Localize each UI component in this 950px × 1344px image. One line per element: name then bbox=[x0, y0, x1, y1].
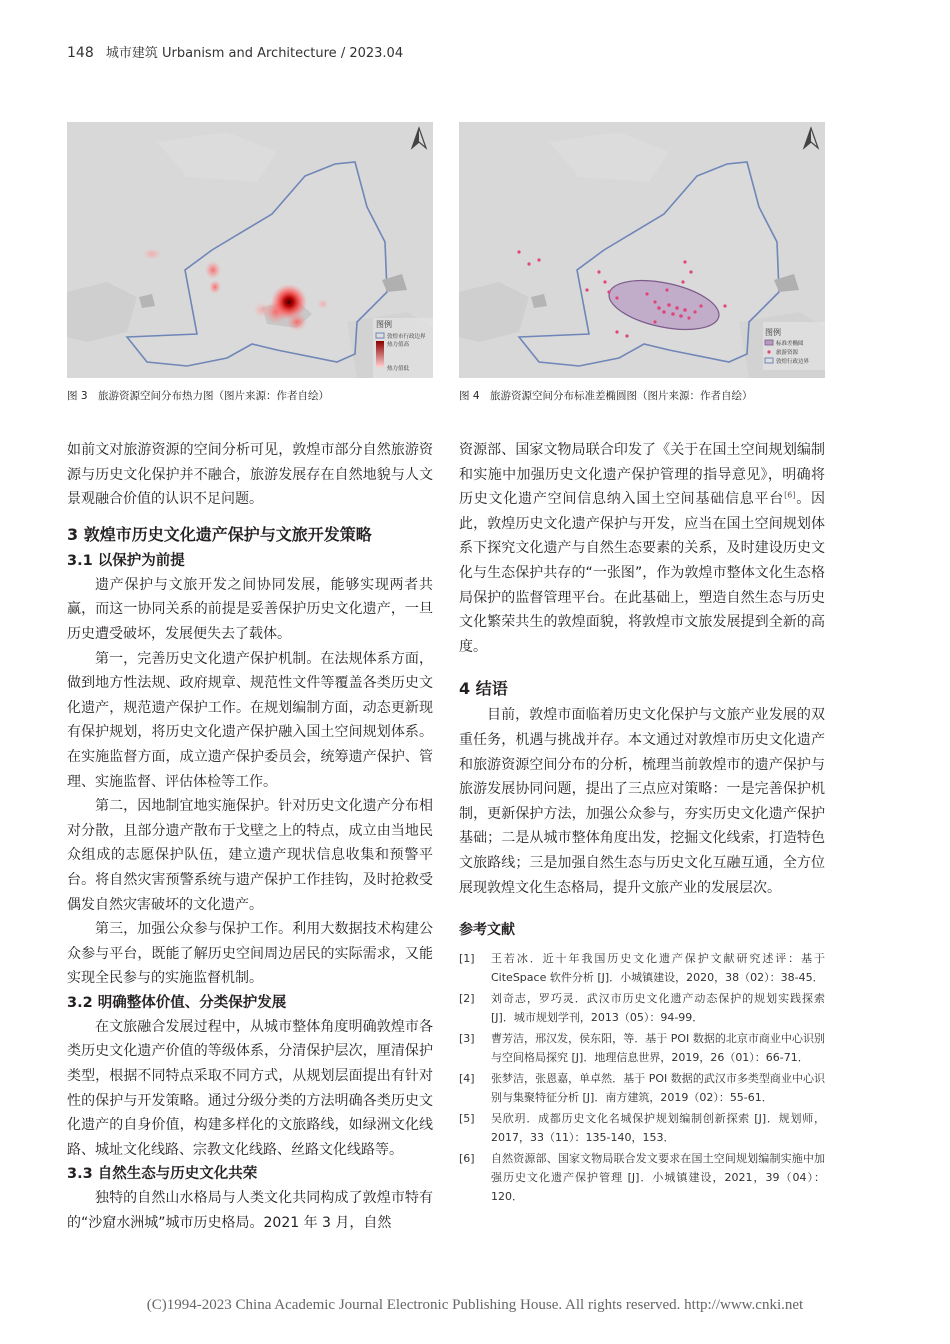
paragraph-text: 。因此，敦煌历史文化遗产保护与开发，应当在国土空间规划体系下探究文化遗产与自然生态要素的关系，及时建设历史文化与生态保护共存的“一张图”，作为敦煌市整体文化生态格局保护的监督管理平台。在此基础上，塑造自然生态与历史文化繁荣共生的敦煌面貌，将敦煌市文旅发展提到全新的高度。 bbox=[459, 491, 826, 655]
paragraph: 遗产保护与文旅开发之间协同发展，能够实现两者共赢，而这一协同关系的前提是妥善保护历史文化遗产，一旦历史遭受破坏，发展便失去了载体。 bbox=[67, 576, 433, 642]
reference-number: [3] bbox=[459, 1031, 475, 1045]
map-legend bbox=[373, 318, 433, 378]
legend-title: 图例 bbox=[376, 320, 392, 329]
paragraph: 第二，因地制宜地实施保护。针对历史文化遗产分布相对分散，且部分遗产散布于戈壁之上的特点，成立由当地民众组成的志愿保护队伍，建立遗产现状信息收集和预警平台。将自然灾害预警系统与遗产保护工作挂钩，及时抢救受偶发自然灾害破坏的文化遗产。 bbox=[67, 798, 433, 913]
reference-item bbox=[459, 1109, 825, 1147]
reference-text: 王若冰．近十年我国历史文化遗产保护文献研究述评：基于 CiteSpace 软件分析 [J]．小城镇建设，2020，38（02）：38-45． bbox=[491, 951, 825, 984]
section-heading: 4 结语 bbox=[459, 679, 508, 699]
subsection-heading: 3.1 以保护为前提 bbox=[67, 552, 185, 569]
map-legend bbox=[763, 322, 825, 370]
figure-4-caption: 图 4 旅游资源空间分布标准差椭圆图（图片来源：作者自绘） bbox=[459, 390, 753, 402]
legend-title: 图例 bbox=[765, 328, 781, 337]
paragraph-text: 资源部、国家文物局联合印发了《关于在国土空间规划编制和实施中加强历史文化遗产保护管理的指导意见》，明确将历史文化遗产空间信息纳入国土空间基础信息平台 bbox=[459, 442, 825, 508]
legend-item-boundary: 敦煌市行政边界 bbox=[387, 334, 426, 340]
journal-name: 城市建筑 Urbanism and Architecture / 2023.04 bbox=[105, 46, 404, 61]
paragraph: 第一，完善历史文化遗产保护机制。在法规体系方面，做到地方性法规、政府规章、规范性文件等覆盖各类历史文化遗产，规范遗产保护工作。在规划编制方面，动态更新现有保护规划，将历史文化遗产保护融入国土空间规划体系。在实施监督方面，成立遗产保护委员会，统筹遗产保护、管理、实施监督、评估体检等工作。 bbox=[67, 650, 433, 790]
reference-item bbox=[459, 989, 825, 1027]
reference-number: [6] bbox=[459, 1151, 475, 1165]
subsection-heading: 3.3 自然生态与历史文化共荣 bbox=[67, 1166, 258, 1183]
paragraph: 如前文对旅游资源的空间分析可见，敦煌市部分自然旅游资源与历史文化保护并不融合，旅游发展存在自然地貌与人文景观融合价值的认识不足问题。 bbox=[67, 442, 433, 508]
subsection-heading: 3.2 明确整体价值、分类保护发展 bbox=[67, 994, 287, 1011]
reference-text: 曹芳洁，邢汉发，侯东阳，等．基于 POI 数据的北京市商业中心识别与空间格局探究 [J]．地理信息世界，2019，26（01）：66-71． bbox=[491, 1031, 825, 1064]
reference-item bbox=[459, 1149, 825, 1206]
legend-item-heat-high: 热力值高 bbox=[387, 342, 410, 348]
references-heading: 参考文献 bbox=[459, 922, 515, 939]
paragraph: 在文旅融合发展过程中，从城市整体角度明确敦煌市各类历史文化遗产价值的等级体系，分清保护层次，厘清保护类型，根据不同特点采取不同方式，从规划层面提出有针对性的保护与开发策略。通过分级分类的方法明确各类历史文化遗产的自身价值，构建多样化的文旅路线，如绿洲文化线路、城址文化线路、宗教文化线路、丝路文化线路等。 bbox=[67, 1018, 433, 1158]
paragraph bbox=[459, 438, 825, 659]
reference-text: 自然资源部、国家文物局联合发文要求在国土空间规划编制实施中加强历史文化遗产保护管理 [J]．小城镇建设，2021，39（04）：120． bbox=[491, 1151, 825, 1203]
legend-item-boundary: 敦煌行政边界 bbox=[776, 359, 810, 365]
legend-item-ellipse: 标准差椭圆 bbox=[776, 341, 804, 347]
reference-text: 刘奇志，罗巧灵．武汉市历史文化遗产动态保护的规划实践探索 [J]．城市规划学刊，2013（05）：94-99． bbox=[491, 991, 825, 1024]
legend-item-heat-low: 热力值低 bbox=[387, 366, 410, 372]
copyright-footer: (C)1994-2023 China Academic Journal Electronic Publishing House. All rights reserved. http://www.cnki.net bbox=[146, 1297, 804, 1313]
paragraph: 目前，敦煌市面临着历史文化保护与文旅产业发展的双重任务，机遇与挑战并存。本文通过对敦煌市历史文化遗产和旅游资源空间分布的分析，梳理当前敦煌市的遗产保护与旅游发展协同问题，提出了三点应对策略：一是完善保护机制，更新保护方法，加强公众参与，夯实历史文化遗产保护基础；二是从城市整体角度出发，挖掘文化线索，打造特色文旅路线；三是加强自然生态与历史文化互融互通，全方位展现敦煌文化生态格局，提升文旅产业的发展层次。 bbox=[459, 707, 825, 896]
reference-text: 吴欣玥．成都历史文化名城保护规划编制创新探索 [J]．规划师，2017，33（11）：135-140，153． bbox=[491, 1111, 825, 1144]
figure-4-ellipse-map bbox=[459, 122, 825, 378]
figure-3-caption: 图 3 旅游资源空间分布热力图（图片来源：作者自绘） bbox=[67, 390, 330, 402]
right-column bbox=[459, 438, 825, 1208]
reference-item bbox=[459, 1029, 825, 1067]
reference-text: 张梦洁，张恩嘉，单卓然．基于 POI 数据的武汉市多类型商业中心识别与集聚特征分析 [J]．南方建筑，2019（02）：55-61． bbox=[491, 1071, 825, 1104]
running-header bbox=[67, 42, 403, 61]
reference-number: [5] bbox=[459, 1111, 475, 1125]
page-number: 148 bbox=[67, 45, 94, 61]
figure-3-heatmap bbox=[67, 122, 433, 378]
paragraph: 独特的自然山水格局与人类文化共同构成了敦煌市特有的“沙窟水洲城”城市历史格局。2021 年 3 月，自然 bbox=[67, 1190, 433, 1232]
paragraph: 第三，加强公众参与保护工作。利用大数据技术构建公众参与平台，既能了解历史空间周边居民的实际需求，又能实现全民参与的实施监督机制。 bbox=[67, 921, 433, 987]
reference-list bbox=[459, 949, 825, 1206]
reference-number: [1] bbox=[459, 951, 475, 965]
reference-item bbox=[459, 1069, 825, 1107]
reference-number: [4] bbox=[459, 1071, 475, 1085]
citation-marker: [6] bbox=[784, 490, 796, 500]
section-heading: 3 敦煌市历史文化遗产保护与文旅开发策略 bbox=[67, 524, 372, 544]
left-column bbox=[67, 438, 433, 1236]
reference-number: [2] bbox=[459, 991, 475, 1005]
legend-item-resource: 旅游资源 bbox=[776, 350, 799, 356]
reference-item bbox=[459, 949, 825, 987]
